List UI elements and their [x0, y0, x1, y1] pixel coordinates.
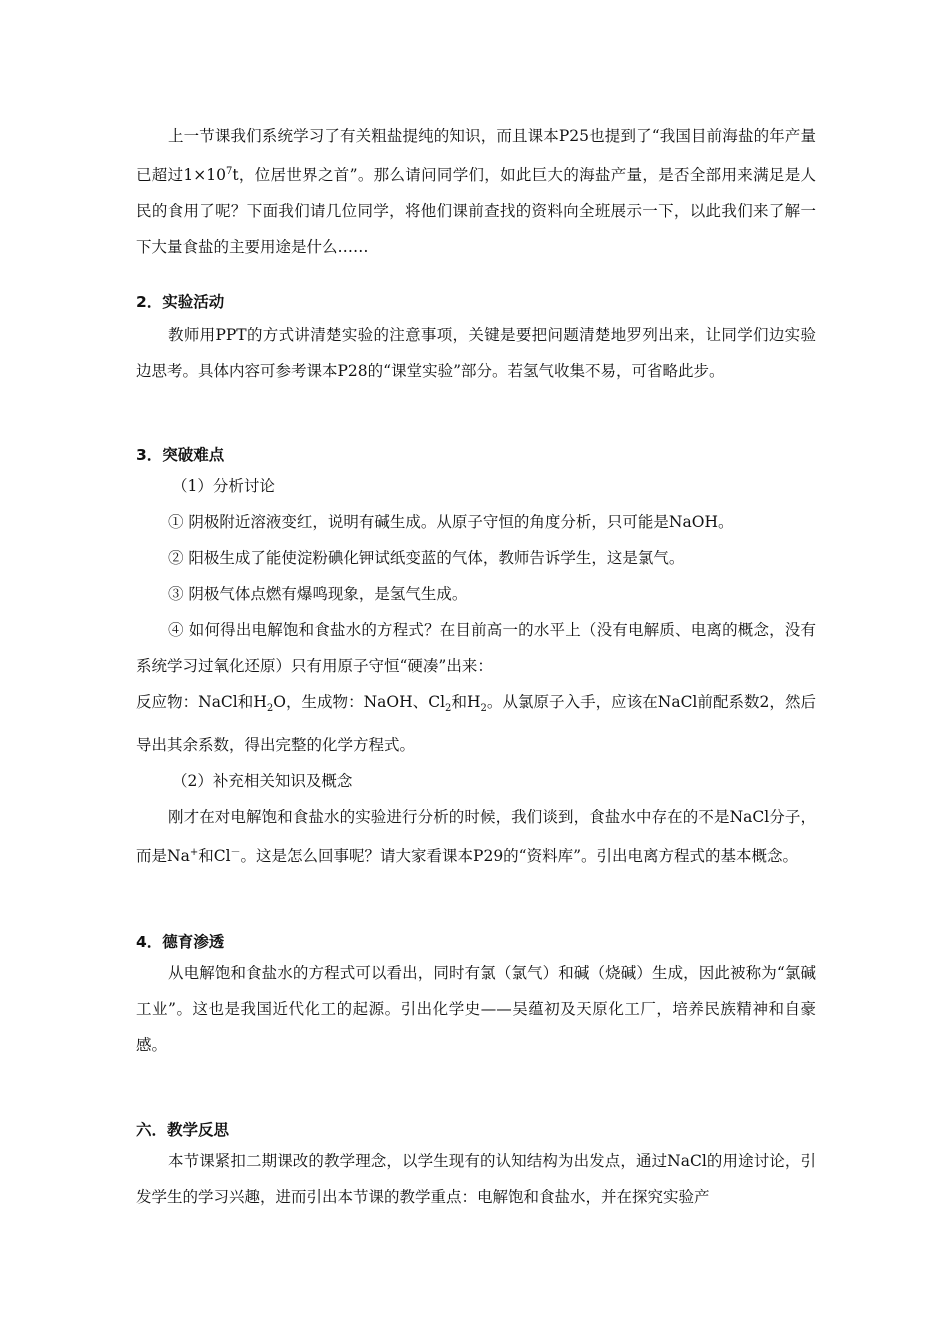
section-heading-experiment: 2．实验活动: [136, 293, 225, 311]
difficulty-block: [136, 468, 816, 874]
experiment-paragraph: 教师用PPT的方式讲清楚实验的注意事项，关键是要把问题清楚地罗列出来，让同学们边实验边思考。具体内容可参考课本P28的“课堂实验”部分。若氢气收集不易，可省略此步。: [136, 326, 816, 380]
section-heading-difficulty: 3．突破难点: [136, 446, 225, 464]
analysis-item-2: ② 阳极生成了能使淀粉碘化钾试纸变蓝的气体，教师告诉学生，这是氯气。: [168, 549, 685, 567]
subheading-analysis: （1）分析讨论: [172, 477, 275, 495]
section-heading-moral: 4．德育渗透: [136, 933, 225, 951]
reflection-paragraph: 本节课紧扣二期课改的教学理念，以学生现有的认知结构为出发点，通过NaCl的用途讨论，引发学生的学习兴趣，进而引出本节课的教学重点：电解饱和食盐水，并在探究实验产: [136, 1152, 816, 1206]
ionization-paragraph: 刚才在对电解饱和食盐水的实验进行分析的时候，我们谈到，食盐水中存在的不是NaCl分子，而是Na+和Cl－。这是怎么回事呢？请大家看课本P29的“资料库”。引出电离方程式的基本概念。: [136, 808, 816, 866]
analysis-item-4: ④ 如何得出电解饱和食盐水的方程式？在目前高一的水平上（没有电解质、电离的概念，没有系统学习过氧化还原）只有用原子守恒“硬凑”出来：: [136, 621, 816, 675]
section-heading-reflection: 六．教学反思: [136, 1121, 230, 1139]
intro-paragraph: 上一节课我们系统学习了有关粗盐提纯的知识，而且课本P25也提到了“我国目前海盐的年产量已超过$1\times 10^7t$，位居世界之首”。那么请问同学们，如此巨大的海盐产量，是否全部用来满足是人民的食用了呢？下面我们请几位同学，将他们课前查找的资料向全班展示一下，以此我们来了解一下大量食盐的主要用途是什么……: [136, 127, 817, 257]
moral-paragraph: 从电解饱和食盐水的方程式可以看出，同时有氯（氯气）和碱（烧碱）生成，因此被称为“氯碱工业”。这也是我国近代化工的起源。引出化学史——吴蕴初及天原化工厂，培养民族精神和自豪感。: [136, 964, 816, 1054]
subheading-supplement: （2）补充相关知识及概念: [172, 772, 353, 791]
analysis-item-1: ① 阴极附近溶液变红，说明有碱生成。从原子守恒的角度分析，只可能是NaOH。: [168, 513, 734, 531]
analysis-item-3: ③ 阴极气体点燃有爆鸣现象，是氢气生成。: [168, 585, 468, 603]
reaction-paragraph: 反应物：NaCl和$H_2O$，生成物：NaOH、$Cl_2$和$H_2$。从氯原子入手，应该在NaCl前配系数2，然后导出其余系数，得出完整的化学方程式。: [136, 693, 817, 755]
